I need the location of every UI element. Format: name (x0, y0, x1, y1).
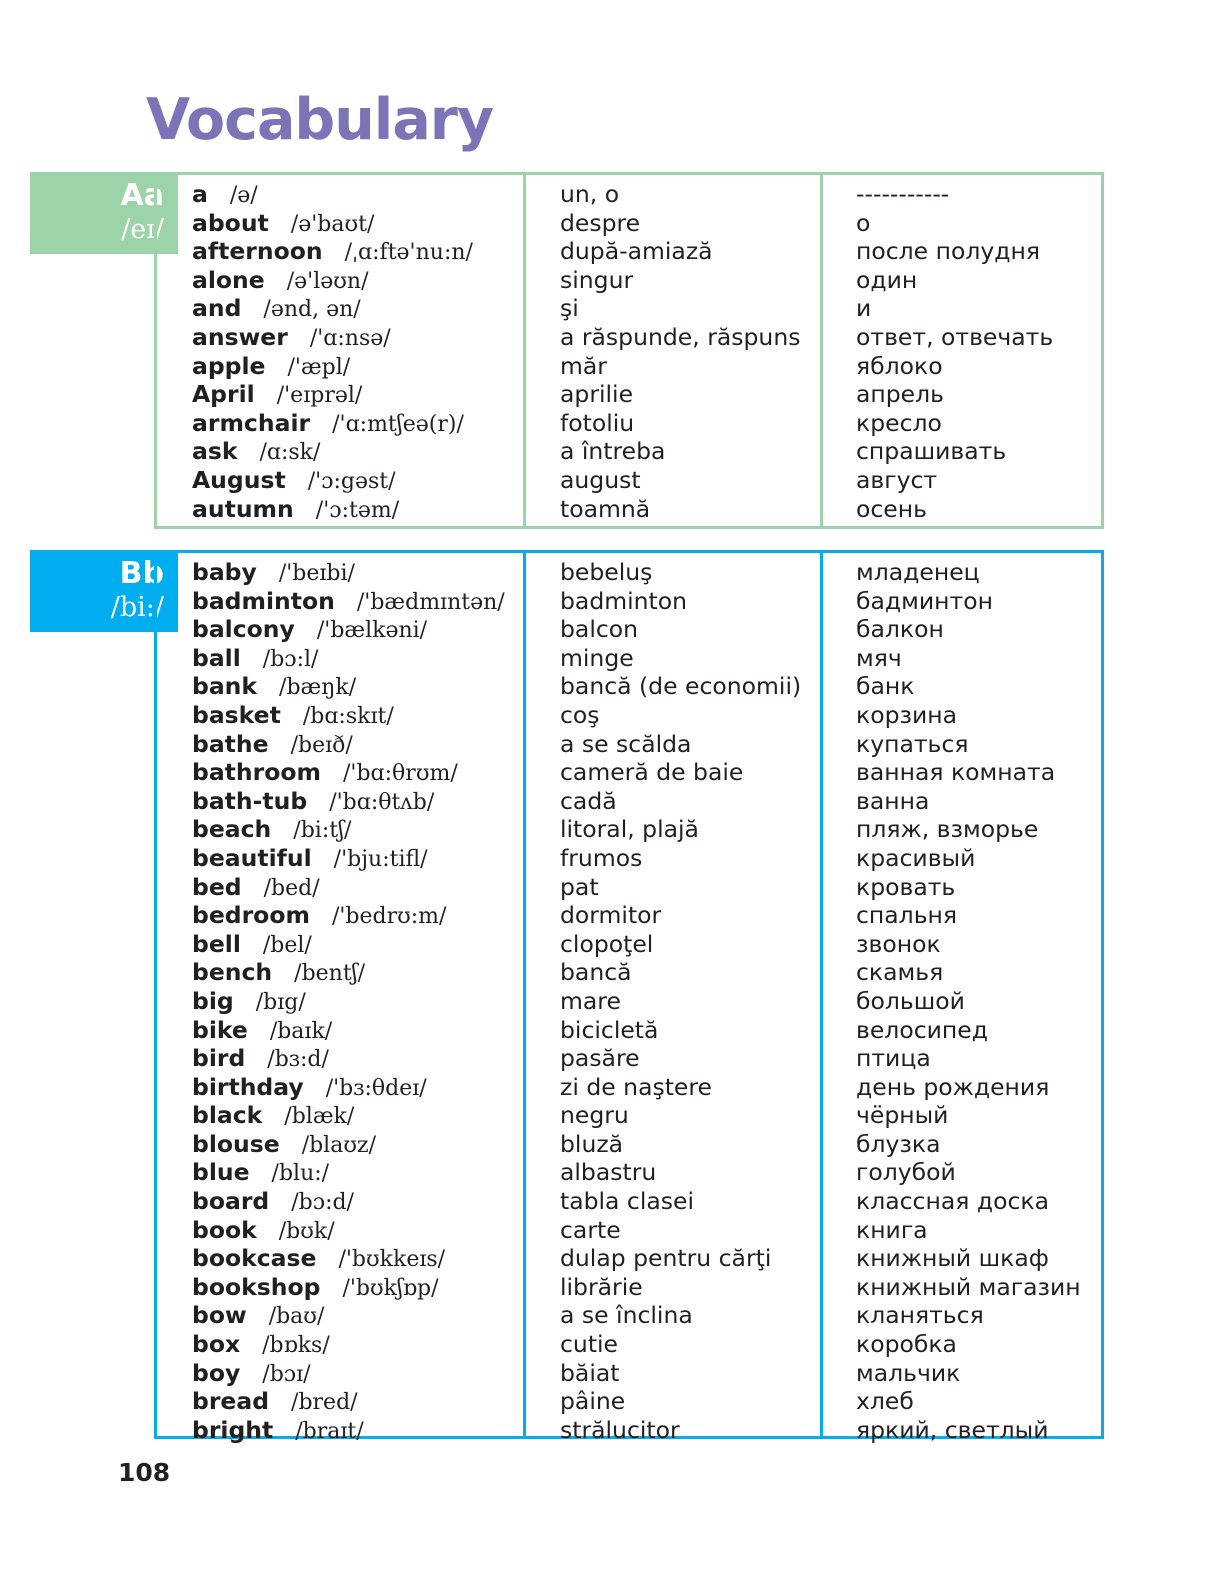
romanian-translation: fotoliu (560, 408, 635, 437)
english-word: boy (192, 1358, 241, 1387)
vocab-row (192, 873, 1092, 902)
english-cell (192, 209, 374, 240)
vocab-row (192, 352, 1092, 381)
phonetic-transcription: /ɑ:sk/ (259, 440, 321, 466)
english-word: beautiful (192, 843, 312, 872)
vocab-row (192, 1330, 1092, 1359)
english-word: blouse (192, 1129, 280, 1158)
english-word: apple (192, 351, 266, 380)
vocab-row (192, 644, 1092, 673)
romanian-translation: clopoţel (560, 929, 654, 958)
phonetic-transcription: /bi:tʃ/ (293, 818, 352, 844)
english-word: alone (192, 265, 265, 294)
english-word: bright (192, 1415, 274, 1444)
russian-translation: кровать (856, 872, 956, 901)
russian-translation: ----------- (856, 180, 950, 208)
english-cell (192, 587, 505, 618)
romanian-translation: badminton (560, 586, 688, 615)
phonetic-transcription: /'eɪprəl/ (276, 383, 363, 409)
english-word: bread (192, 1387, 270, 1416)
phonetic-transcription: /bed/ (263, 875, 320, 901)
romanian-translation: despre (560, 208, 641, 237)
russian-translation: младенец (856, 558, 980, 586)
english-cell (192, 930, 312, 961)
phonetic-transcription: /bel/ (262, 932, 312, 958)
phonetic-transcription: /blu:/ (271, 1161, 330, 1187)
russian-translation: голубой (856, 1158, 956, 1187)
phonetic-transcription: /'bɑ:θtʌb/ (329, 789, 435, 815)
english-cell (192, 1158, 329, 1189)
russian-translation: звонок (856, 929, 941, 958)
romanian-translation: a se înclina (560, 1301, 693, 1330)
english-cell (192, 1016, 332, 1047)
romanian-translation: cadă (560, 786, 617, 815)
vocab-row (192, 237, 1092, 266)
russian-translation: книжный шкаф (856, 1244, 1049, 1273)
english-word: baby (192, 558, 257, 586)
phonetic-transcription: /baʊ/ (268, 1304, 325, 1330)
romanian-translation: balcon (560, 615, 639, 644)
english-cell (192, 1130, 376, 1161)
phonetic-transcription: /'bʊkʃɒp/ (342, 1275, 439, 1301)
english-word: bedroom (192, 901, 310, 930)
english-cell (192, 352, 350, 383)
english-word: afternoon (192, 237, 323, 266)
romanian-translation: după-amiază (560, 237, 713, 266)
vocab-row (192, 901, 1092, 930)
romanian-translation: cutie (560, 1330, 619, 1359)
english-cell (192, 323, 391, 354)
english-cell (192, 1216, 335, 1247)
phonetic-transcription: /bʊk/ (278, 1218, 335, 1244)
russian-translation: ванна (856, 786, 930, 815)
phonetic-transcription: /'bɜ:θdeɪ/ (325, 1075, 427, 1101)
russian-translation: мальчик (856, 1358, 961, 1387)
vocab-row (192, 1244, 1092, 1273)
english-cell (192, 758, 458, 789)
romanian-translation: pasăre (560, 1044, 640, 1073)
english-word: a (192, 180, 208, 208)
english-word: bank (192, 672, 258, 701)
romanian-translation: august (560, 465, 641, 494)
english-word: bathroom (192, 758, 322, 787)
romanian-translation: pat (560, 872, 599, 901)
english-word: April (192, 380, 255, 409)
english-cell (192, 1073, 427, 1104)
phonetic-transcription: /baɪk/ (269, 1018, 333, 1044)
vocab-row (192, 1387, 1092, 1416)
phonetic-transcription: /blaʊz/ (301, 1132, 376, 1158)
romanian-translation: dulap pentru cărţi (560, 1244, 772, 1273)
section-letter-ipa: /eɪ/ (121, 214, 164, 245)
vocab-row (192, 1416, 1092, 1445)
english-cell (192, 1416, 364, 1447)
vocab-row (192, 180, 1092, 209)
english-cell (192, 644, 318, 675)
romanian-translation: zi de naştere (560, 1072, 712, 1101)
russian-translation: классная доска (856, 1187, 1049, 1216)
vocab-row (192, 1101, 1092, 1130)
phonetic-transcription: /beɪð/ (290, 732, 353, 758)
romanian-translation: băiat (560, 1358, 620, 1387)
section-letter: Bb (119, 556, 164, 591)
english-cell (192, 701, 394, 732)
russian-translation: коробка (856, 1330, 957, 1359)
romanian-translation: bluză (560, 1129, 624, 1158)
english-cell (192, 1387, 358, 1418)
romanian-translation: negru (560, 1101, 629, 1130)
russian-translation: ответ, отвечать (856, 322, 1054, 351)
romanian-translation: singur (560, 265, 634, 294)
russian-translation: спрашивать (856, 437, 1007, 466)
page-number: 108 (118, 1458, 171, 1487)
english-cell (192, 730, 353, 761)
romanian-translation: pâine (560, 1387, 626, 1416)
romanian-translation: bancă (de economii) (560, 672, 802, 701)
vocab-row (192, 294, 1092, 323)
russian-translation: скамья (856, 958, 944, 987)
romanian-translation: tabla clasei (560, 1187, 695, 1216)
phonetic-transcription: /bɑ:skɪt/ (302, 703, 394, 729)
vocab-row (192, 437, 1092, 466)
english-word: bath-tub (192, 786, 308, 815)
romanian-translation: aprilie (560, 380, 634, 409)
english-word: basket (192, 700, 281, 729)
russian-translation: яркий, светлый (856, 1415, 1049, 1444)
page-title: Vocabulary (146, 87, 494, 153)
russian-translation: апрель (856, 380, 945, 409)
english-cell (192, 409, 464, 440)
vocab-row (192, 266, 1092, 295)
russian-translation: спальня (856, 901, 958, 930)
phonetic-transcription: /'bʊkkeɪs/ (338, 1247, 446, 1273)
english-cell (192, 437, 320, 468)
romanian-translation: cameră de baie (560, 758, 744, 787)
phonetic-transcription: /ənd, ən/ (263, 297, 361, 323)
phonetic-transcription: /bɪg/ (255, 989, 306, 1015)
romanian-translation: bicicletă (560, 1015, 659, 1044)
vocab-row (192, 1016, 1092, 1045)
english-word: balcony (192, 615, 295, 644)
english-word: and (192, 294, 242, 323)
russian-translation: чёрный (856, 1101, 949, 1130)
russian-translation: банк (856, 672, 915, 701)
english-word: ball (192, 643, 241, 672)
vocab-row (192, 787, 1092, 816)
english-cell (192, 615, 427, 646)
phonetic-transcription: /'bælkəni/ (316, 618, 428, 644)
english-word: bookshop (192, 1272, 321, 1301)
phonetic-transcription: /'ɔ:gəst/ (307, 468, 396, 494)
romanian-translation: toamnă (560, 494, 651, 523)
romanian-translation: librărie (560, 1272, 643, 1301)
vocab-row (192, 844, 1092, 873)
russian-translation: птица (856, 1044, 931, 1073)
english-word: bench (192, 958, 273, 987)
english-word: big (192, 986, 234, 1015)
english-word: birthday (192, 1072, 304, 1101)
english-cell (192, 1330, 330, 1361)
english-cell (192, 1187, 354, 1218)
vocab-row (192, 1073, 1092, 1102)
english-cell (192, 815, 351, 846)
romanian-translation: litoral, plajă (560, 815, 699, 844)
english-cell (192, 987, 306, 1018)
russian-translation: и (856, 294, 872, 323)
vocab-row (192, 1273, 1092, 1302)
phonetic-transcription: /ə/ (229, 183, 258, 208)
vocab-row (192, 758, 1092, 787)
english-word: bookcase (192, 1244, 317, 1273)
english-word: bed (192, 872, 242, 901)
vocab-row (192, 958, 1092, 987)
vocab-row (192, 466, 1092, 495)
phonetic-transcription: /bɜ:d/ (267, 1047, 329, 1073)
vocab-row (192, 1301, 1092, 1330)
english-cell (192, 495, 399, 526)
romanian-translation: a întreba (560, 437, 666, 466)
english-cell (192, 1301, 324, 1332)
vocab-row (192, 701, 1092, 730)
english-cell (192, 294, 361, 325)
russian-translation: мяч (856, 643, 902, 672)
russian-translation: красивый (856, 843, 976, 872)
english-cell (192, 1359, 311, 1390)
vocab-row (192, 380, 1092, 409)
vocab-row (192, 1158, 1092, 1187)
vocab-row (192, 987, 1092, 1016)
phonetic-transcription: /blæk/ (284, 1104, 355, 1130)
russian-translation: велосипед (856, 1015, 988, 1044)
romanian-translation: a se scălda (560, 729, 692, 758)
russian-translation: ванная комната (856, 758, 1056, 787)
vocab-rows-b (192, 558, 1092, 1444)
romanian-translation: dormitor (560, 901, 662, 930)
phonetic-transcription: /'bɑ:θrʊm/ (343, 761, 458, 787)
vocab-row (192, 930, 1092, 959)
russian-translation: о (856, 208, 871, 237)
section-letter: Aa (120, 178, 164, 213)
romanian-translation: măr (560, 351, 607, 380)
phonetic-transcription: /'æpl/ (287, 354, 351, 380)
section-letter-ipa: /bi:/ (110, 592, 164, 623)
english-word: black (192, 1101, 263, 1130)
phonetic-transcription: /bɔ:l/ (262, 646, 319, 672)
russian-translation: кресло (856, 408, 942, 437)
russian-translation: большой (856, 986, 965, 1015)
russian-translation: книга (856, 1215, 928, 1244)
english-word: armchair (192, 408, 311, 437)
english-word: bathe (192, 729, 269, 758)
vocab-row (192, 587, 1092, 616)
phonetic-transcription: /bentʃ/ (294, 961, 366, 987)
english-cell (192, 180, 258, 211)
phonetic-transcription: /braɪt/ (295, 1418, 364, 1444)
phonetic-transcription: /ˌɑ:ftə'nu:n/ (344, 240, 473, 266)
vocab-row (192, 730, 1092, 759)
vocab-row (192, 558, 1092, 587)
english-cell (192, 466, 396, 497)
vocab-row (192, 1187, 1092, 1216)
english-word: book (192, 1215, 257, 1244)
english-cell (192, 873, 320, 904)
english-word: autumn (192, 494, 294, 523)
romanian-translation: coş (560, 700, 600, 729)
romanian-translation: a răspunde, răspuns (560, 322, 801, 351)
phonetic-transcription: /bɔ:d/ (291, 1190, 354, 1216)
romanian-translation: strălucitor (560, 1415, 680, 1444)
vocab-row (192, 323, 1092, 352)
english-word: badminton (192, 586, 335, 615)
english-word: bird (192, 1044, 246, 1073)
romanian-translation: minge (560, 643, 634, 672)
english-word: about (192, 208, 269, 237)
phonetic-transcription: /bɒks/ (262, 1333, 330, 1359)
phonetic-transcription: /'ɑ:nsə/ (309, 325, 391, 351)
english-cell (192, 266, 369, 297)
romanian-translation: carte (560, 1215, 621, 1244)
russian-translation: день рождения (856, 1072, 1050, 1101)
english-word: board (192, 1187, 270, 1216)
english-cell (192, 380, 362, 411)
phonetic-transcription: /bɔɪ/ (262, 1361, 311, 1387)
russian-translation: один (856, 265, 918, 294)
english-cell (192, 1101, 354, 1132)
vocab-row (192, 815, 1092, 844)
english-cell (192, 558, 355, 589)
english-word: bell (192, 929, 241, 958)
romanian-translation: albastru (560, 1158, 657, 1187)
english-cell (192, 1044, 329, 1075)
english-cell (192, 844, 428, 875)
english-word: bow (192, 1301, 247, 1330)
vocab-row (192, 615, 1092, 644)
vocab-row (192, 209, 1092, 238)
russian-translation: корзина (856, 700, 958, 729)
phonetic-transcription: /'bædmɪntən/ (356, 589, 505, 615)
phonetic-transcription: /ə'baʊt/ (290, 211, 375, 237)
romanian-translation: bancă (560, 958, 632, 987)
english-word: ask (192, 437, 238, 466)
vocab-row (192, 1044, 1092, 1073)
russian-translation: книжный магазин (856, 1272, 1081, 1301)
russian-translation: пляж, взморье (856, 815, 1039, 844)
phonetic-transcription: /bred/ (291, 1390, 358, 1416)
russian-translation: яблоко (856, 351, 943, 380)
english-word: August (192, 465, 286, 494)
romanian-translation: frumos (560, 843, 643, 872)
english-cell (192, 1244, 445, 1275)
phonetic-transcription: /'ɑ:mtʃeə(r)/ (332, 411, 464, 437)
english-word: beach (192, 815, 272, 844)
english-cell (192, 237, 473, 268)
english-word: bike (192, 1015, 248, 1044)
english-cell (192, 1273, 439, 1304)
vocab-row (192, 1359, 1092, 1388)
english-cell (192, 672, 356, 703)
english-cell (192, 958, 365, 989)
vocab-rows-a (192, 180, 1092, 523)
english-word: box (192, 1330, 241, 1359)
phonetic-transcription: /'bju:tifl/ (333, 846, 428, 872)
phonetic-transcription: /'ɔ:təm/ (315, 497, 400, 523)
romanian-translation: un, o (560, 180, 620, 208)
russian-translation: балкон (856, 615, 944, 644)
romanian-translation: şi (560, 294, 579, 323)
english-cell (192, 787, 434, 818)
phonetic-transcription: /ə'ləʊn/ (286, 268, 369, 294)
vocab-row (192, 1216, 1092, 1245)
vocab-row (192, 409, 1092, 438)
russian-translation: август (856, 465, 938, 494)
vocab-row (192, 1130, 1092, 1159)
russian-translation: после полудня (856, 237, 1041, 266)
romanian-translation: mare (560, 986, 621, 1015)
romanian-translation: bebeluş (560, 558, 653, 586)
english-word: answer (192, 322, 288, 351)
russian-translation: блузка (856, 1129, 941, 1158)
phonetic-transcription: /bæŋk/ (279, 675, 357, 701)
vocab-row (192, 672, 1092, 701)
english-cell (192, 901, 446, 932)
russian-translation: бадминтон (856, 586, 993, 615)
russian-translation: осень (856, 494, 927, 523)
phonetic-transcription: /'beɪbi/ (278, 561, 355, 586)
english-word: blue (192, 1158, 250, 1187)
russian-translation: купаться (856, 729, 969, 758)
russian-translation: хлеб (856, 1387, 914, 1416)
russian-translation: кланяться (856, 1301, 984, 1330)
phonetic-transcription: /'bedrʊ:m/ (331, 904, 447, 930)
vocab-row (192, 495, 1092, 524)
